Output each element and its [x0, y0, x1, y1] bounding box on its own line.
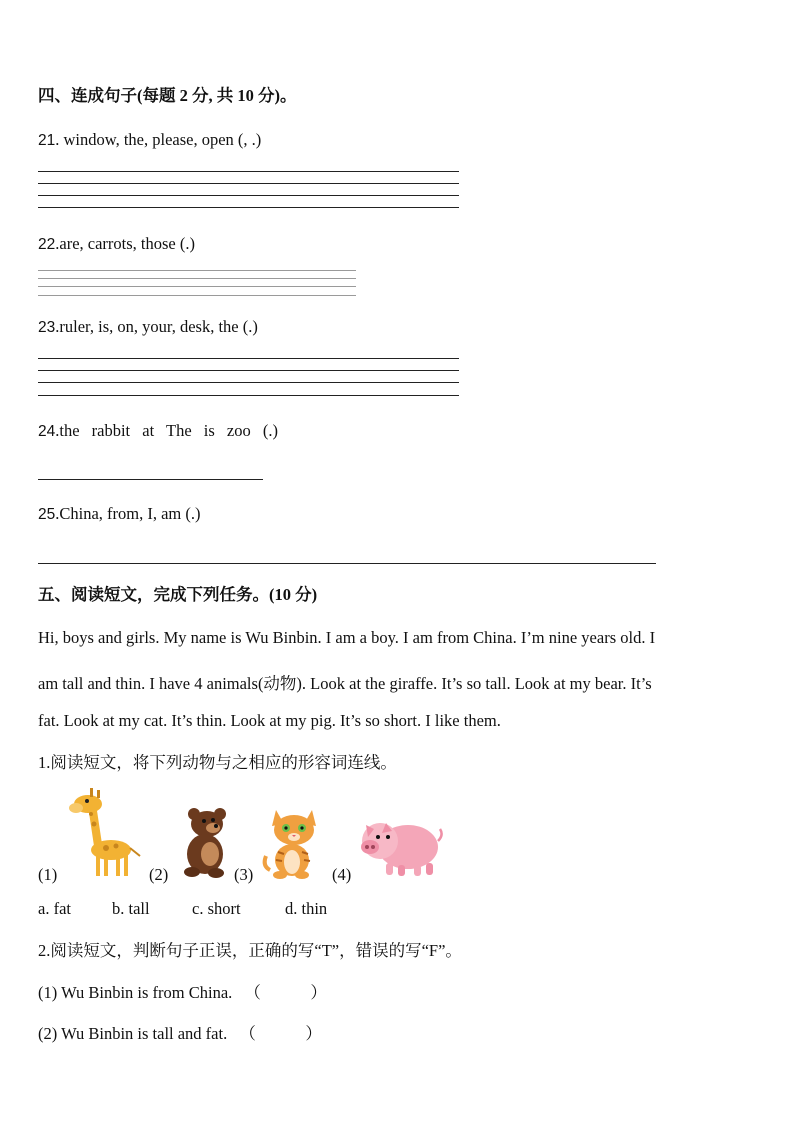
answer-blank[interactable]: （ ）: [244, 983, 327, 1002]
question-number: 23: [38, 319, 56, 336]
answer-line[interactable]: [38, 171, 459, 172]
answer-line[interactable]: [38, 358, 459, 359]
bear-icon: [180, 806, 230, 878]
answer-line[interactable]: [38, 382, 459, 383]
answer-line[interactable]: [38, 270, 356, 271]
passage-line: Hi, boys and girls. My name is Wu Binbin. I am a boy. I am from China. I’m nine years old. I: [38, 628, 656, 647]
question-21: [38, 130, 261, 151]
judgement-text: (1) Wu Binbin is from China.: [38, 983, 233, 1002]
answer-line[interactable]: [38, 563, 656, 564]
question-22: [38, 234, 195, 255]
passage-line: am tall and thin. I have 4 animals(动物). Look at the giraffe. It’s so tall. Look at my bear. It’s: [38, 674, 652, 693]
judgement-text: (2) Wu Binbin is tall and fat.: [38, 1024, 228, 1043]
section5-title: 五、阅读短文，完成下列任务。(10 分): [38, 585, 318, 604]
answer-line[interactable]: [38, 286, 356, 287]
answer-blank[interactable]: （ ）: [239, 1024, 322, 1043]
option-tall: b. tall: [112, 899, 150, 918]
question-text: .the rabbit at The is zoo (.): [55, 421, 278, 440]
passage-line: fat. Look at my cat. It’s thin. Look at my pig. It’s so short. I like them.: [38, 711, 501, 730]
option-thin: d. thin: [285, 899, 328, 918]
animal-label: (4): [332, 865, 352, 884]
giraffe-icon: [66, 786, 144, 880]
option-fat: a. fat: [38, 899, 71, 918]
answer-line[interactable]: [38, 207, 459, 208]
question-number: 25: [38, 506, 56, 523]
answer-line[interactable]: [38, 370, 459, 371]
question-text: . window, the, please, open (, .): [55, 130, 262, 149]
question-number: 21: [38, 132, 56, 149]
judgement-item: [38, 1024, 322, 1044]
section4-title: 四、连成句子(每题 2 分, 共 10 分)。: [38, 86, 297, 105]
question-text: .China, from, I, am (.): [55, 504, 201, 523]
animal-label: (3): [234, 865, 254, 884]
question-24: [38, 421, 278, 442]
answer-line[interactable]: [38, 183, 459, 184]
answer-line[interactable]: [38, 295, 356, 296]
answer-line[interactable]: [38, 479, 263, 480]
animal-label: (2): [149, 865, 169, 884]
question-number: 24: [38, 423, 56, 440]
answer-line[interactable]: [38, 278, 356, 279]
task1-prompt: 1.阅读短文，将下列动物与之相应的形容词连线。: [38, 753, 397, 772]
animal-label: (1): [38, 865, 58, 884]
question-number: 22: [38, 236, 56, 253]
cat-icon: [262, 806, 324, 880]
judgement-item: [38, 983, 327, 1003]
option-short: c. short: [192, 899, 241, 918]
question-text: .ruler, is, on, your, desk, the (.): [55, 317, 258, 336]
task2-prompt: 2.阅读短文，判断句子正误，正确的写“T”，错误的写“F”。: [38, 941, 462, 960]
question-23: [38, 317, 258, 338]
answer-line[interactable]: [38, 395, 459, 396]
answer-line[interactable]: [38, 195, 459, 196]
question-25: [38, 504, 201, 525]
question-text: .are, carrots, those (.): [55, 234, 195, 253]
pig-icon: [352, 815, 444, 879]
